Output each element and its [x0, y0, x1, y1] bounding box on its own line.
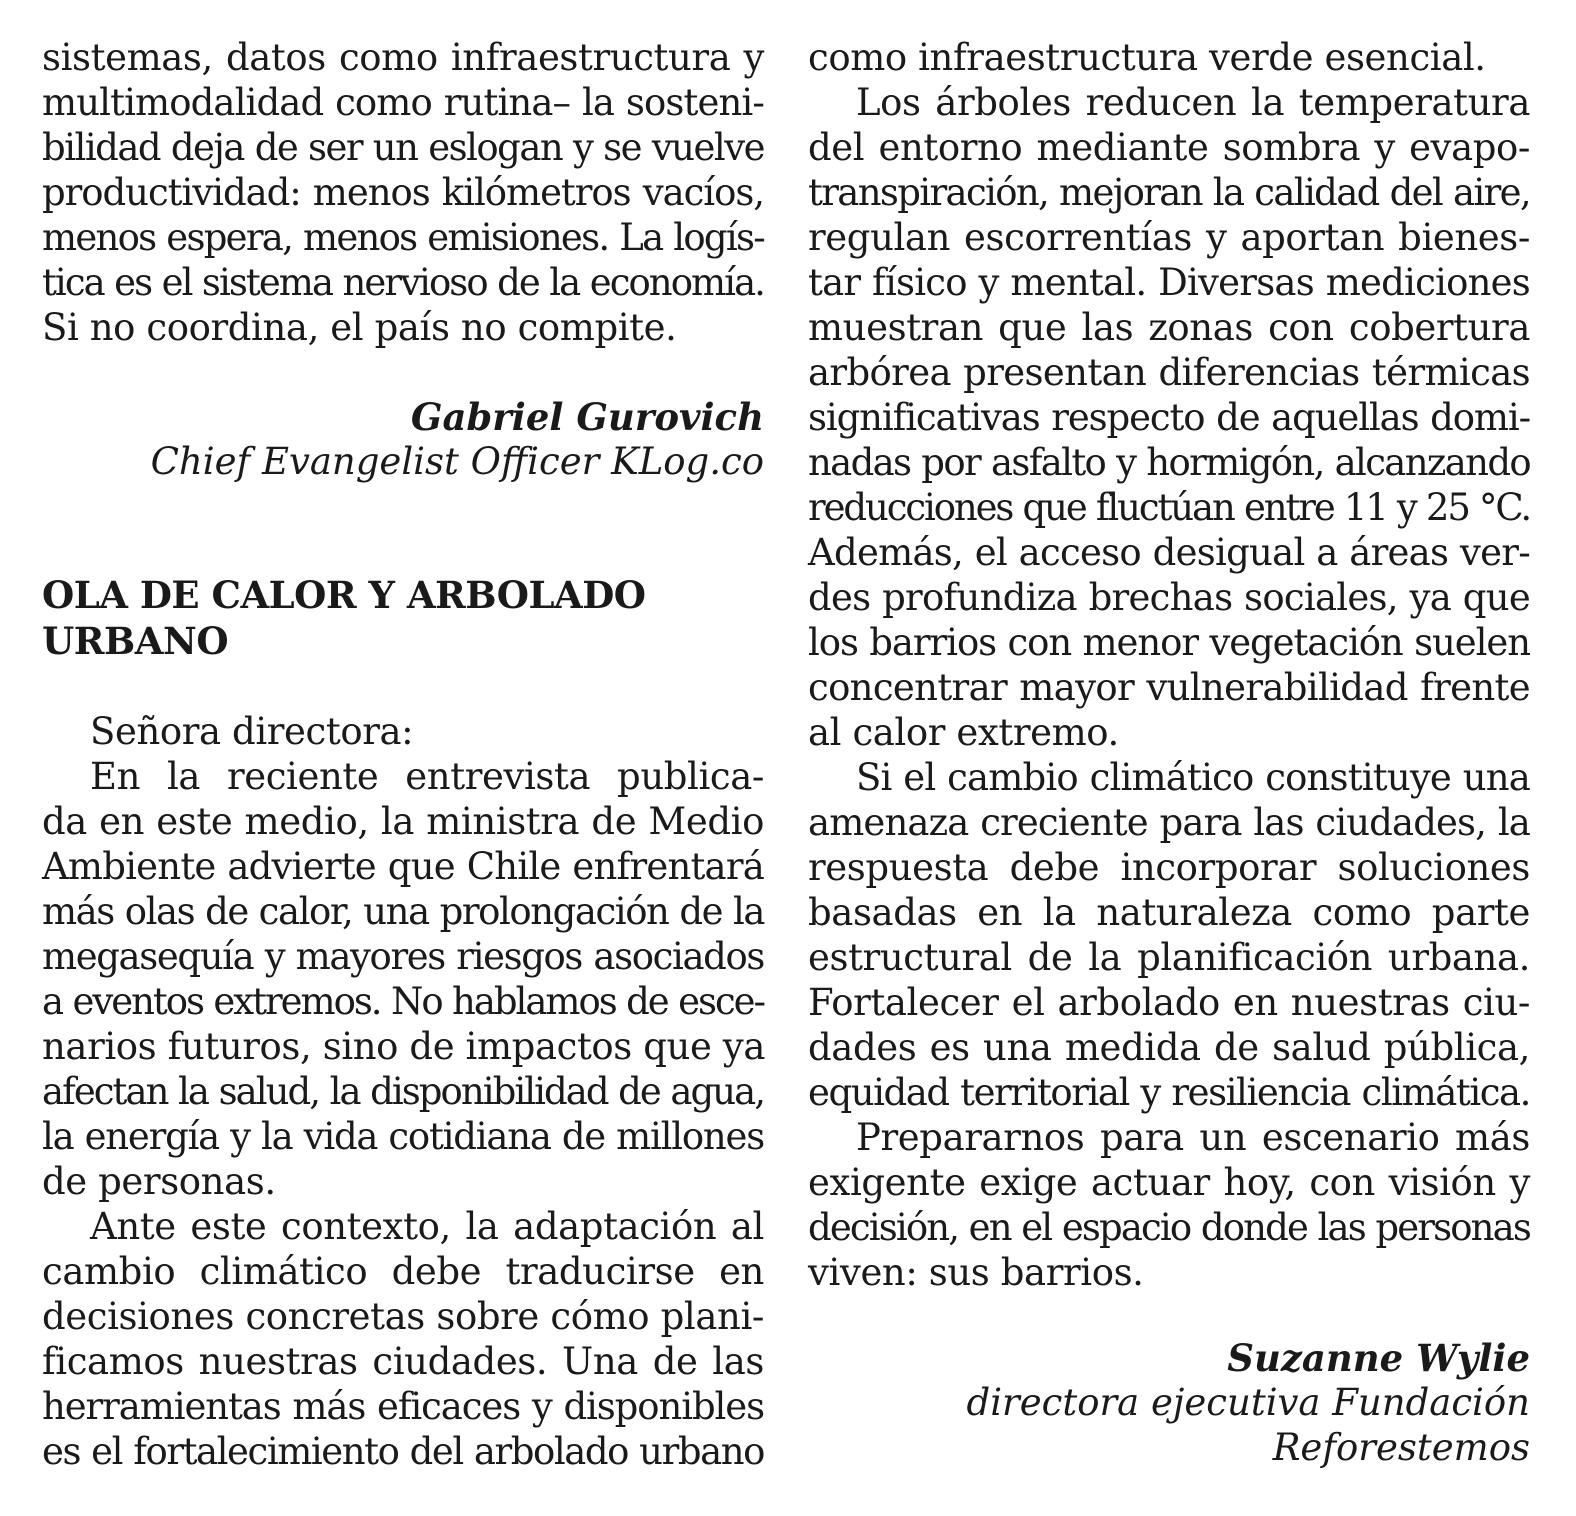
body-line: decisión, en el espacio donde las personas	[808, 1206, 1530, 1249]
intro-line: productividad: menos kilómetros vacíos,	[42, 171, 764, 214]
body-line: da en este medio, la ministra de Medio	[42, 800, 764, 843]
headline: URBANO	[42, 619, 229, 663]
body-line: significativas respecto de aquellas domi-	[808, 396, 1530, 439]
body-line: cambio climático debe traducirse en	[42, 1250, 764, 1293]
body-line: muestran que las zonas con cobertura	[808, 306, 1530, 349]
intro-line: sistemas, datos como infraestructura y	[42, 36, 764, 79]
body-line: al calor extremo.	[808, 711, 1119, 754]
body-line: más olas de calor, una prolongación de la	[42, 890, 764, 933]
body-line: regulan escorrentías y aportan bienes-	[808, 216, 1530, 259]
body-line: dades es una medida de salud pública,	[808, 1026, 1530, 1069]
intro-line: multimodalidad como rutina– la sosteni-	[42, 81, 764, 124]
body-line: afectan la salud, la disponibilidad de agua,	[42, 1070, 764, 1113]
body-line: Además, el acceso desigual a áreas ver-	[808, 531, 1530, 574]
salutation: Señora directora:	[90, 710, 414, 753]
body-line: decisiones concretas sobre cómo plani-	[42, 1295, 764, 1338]
body-line: Prepararnos para un escenario más	[856, 1116, 1530, 1159]
body-line: Fortalecer el arbolado en nuestras ciu-	[808, 981, 1530, 1024]
body-line: estructural de la planificación urbana.	[808, 936, 1530, 979]
signature-name: Gabriel Gurovich	[410, 395, 764, 439]
body-line: es el fortalecimiento del arbolado urbano	[42, 1430, 764, 1473]
body-line: reducciones que fluctúan entre 11 y 25 °C.	[808, 486, 1530, 529]
body-line: del entorno mediante sombra y evapo-	[808, 126, 1530, 169]
body-line: amenaza creciente para las ciudades, la	[808, 801, 1530, 844]
intro-line: bilidad deja de ser un eslogan y se vuelve	[42, 126, 764, 169]
body-line: transpiración, mejoran la calidad del aire,	[808, 171, 1530, 214]
body-line: exigente exige actuar hoy, con visión y	[808, 1161, 1530, 1204]
signature-role: directora ejecutiva Fundación	[966, 1381, 1530, 1424]
body-line: arbórea presentan diferencias térmicas	[808, 351, 1530, 394]
body-line: ficamos nuestras ciudades. Una de las	[42, 1340, 764, 1383]
body-line: Si el cambio climático constituye una	[856, 756, 1530, 799]
body-line: la energía y la vida cotidiana de millones	[42, 1115, 764, 1158]
body-line: a eventos extremos. No hablamos de esce-	[42, 980, 764, 1023]
body-line: viven: sus barrios.	[808, 1251, 1144, 1294]
body-line: de personas.	[42, 1160, 276, 1203]
intro-line: Si no coordina, el país no compite.	[42, 306, 677, 349]
body-line: nadas por asfalto y hormigón, alcanzando	[808, 441, 1530, 484]
signature-role: Chief Evangelist Officer KLog.co	[150, 440, 764, 483]
intro-line: menos espera, menos emisiones. La logís-	[42, 216, 764, 259]
body-line: como infraestructura verde esencial.	[808, 36, 1486, 79]
body-line: tar físico y mental. Diversas mediciones	[808, 261, 1530, 304]
signature-name: Suzanne Wylie	[1227, 1336, 1530, 1380]
body-line: herramientas más eficaces y disponibles	[42, 1385, 764, 1428]
body-line: des profundiza brechas sociales, ya que	[808, 576, 1530, 619]
intro-line: tica es el sistema nervioso de la economía.	[42, 261, 764, 304]
body-line: narios futuros, sino de impactos que ya	[42, 1025, 765, 1068]
body-line: En la reciente entrevista publica-	[90, 755, 764, 798]
body-line: basadas en la naturaleza como parte	[808, 891, 1530, 934]
body-line: equidad territorial y resiliencia climática.	[808, 1071, 1530, 1114]
body-line: los barrios con menor vegetación suelen	[808, 621, 1530, 664]
body-line: Los árboles reducen la temperatura	[856, 81, 1530, 124]
body-line: Ambiente advierte que Chile enfrentará	[42, 845, 764, 888]
body-line: concentrar mayor vulnerabilidad frente	[808, 666, 1530, 709]
headline: OLA DE CALOR Y ARBOLADO	[42, 573, 646, 617]
body-line: respuesta debe incorporar soluciones	[808, 846, 1530, 889]
body-line: Ante este contexto, la adaptación al	[90, 1205, 764, 1248]
body-line: megasequía y mayores riesgos asociados	[42, 935, 764, 978]
signature-role: Reforestemos	[1272, 1426, 1530, 1469]
